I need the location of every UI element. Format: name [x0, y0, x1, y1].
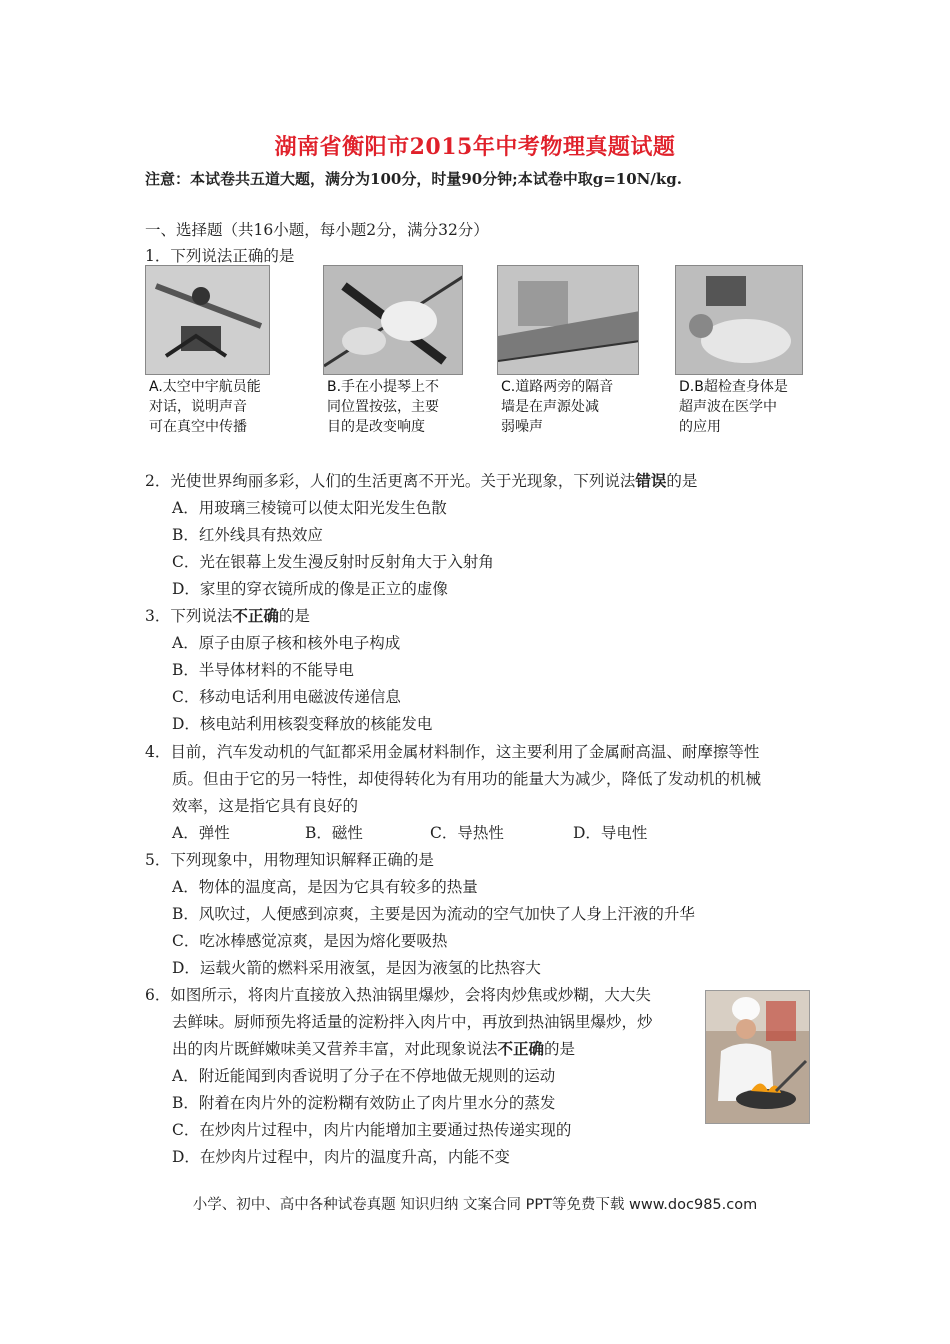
q2-option-a: A．用玻璃三棱镜可以使太阳光发生色散	[172, 499, 447, 517]
q2-option-c: C．光在银幕上发生漫反射时反射角大于入射角	[172, 553, 494, 571]
violin-photo	[323, 265, 463, 375]
page-title: 湖南省衡阳市2015年中考物理真题试题	[274, 134, 676, 160]
q5-option-d: D．运载火箭的燃料采用液氢，是因为液氢的比热容大	[172, 959, 541, 977]
q5-stem: 5．下列现象中，用物理知识解释正确的是	[145, 851, 434, 869]
q3-option-d: D．核电站利用核裂变释放的核能发电	[172, 715, 433, 733]
q4-line-3: 效率，这是指它具有良好的	[172, 797, 359, 815]
chef-photo	[705, 990, 810, 1124]
q4-line-1: 4．目前，汽车发动机的气缸都采用金属材料制作，这主要利用了金属耐高温、耐摩擦等性	[145, 743, 760, 761]
section-heading: 一、选择题（共16小题，每小题2分，满分32分）	[145, 221, 489, 239]
q2-option-b: B．红外线具有热效应	[172, 526, 323, 544]
q5-option-a: A．物体的温度高，是因为它具有较多的热量	[172, 878, 478, 896]
q6-line-1: 6．如图所示，将肉片直接放入热油锅里爆炒，会将肉炒焦或炒糊，大大失	[145, 986, 651, 1004]
q1-figure-strip	[145, 265, 803, 440]
q4-option-a: A．弹性	[172, 824, 230, 842]
q6-line-2: 去鲜味。厨师预先将适量的淀粉拌入肉片中，再放到热油锅里爆炒，炒	[172, 1013, 653, 1031]
q1-panel-c	[497, 265, 639, 440]
q5-option-c: C．吃冰棒感觉凉爽，是因为熔化要吸热	[172, 932, 448, 950]
q2-option-d: D．家里的穿衣镜所成的像是正立的虚像	[172, 580, 448, 598]
ultrasound-photo	[675, 265, 803, 375]
astronaut-photo	[145, 265, 270, 375]
q1-panel-b	[323, 265, 463, 440]
q6-option-c: C．在炒肉片过程中，肉片内能增加主要通过热传递实现的	[172, 1121, 572, 1139]
q3-stem: 3．下列说法不正确的是	[145, 606, 310, 625]
q1-panel-d	[675, 265, 803, 440]
q2-stem: 2．光使世界绚丽多彩，人们的生活更离不开光。关于光现象，下列说法错误的是	[145, 471, 698, 490]
q1-caption-d: D.B超检查身体是 超声波在医学中 的应用	[679, 379, 788, 435]
q1-panel-a	[145, 265, 270, 440]
q1-caption-c: C.道路两旁的隔音 墙是在声源处减 弱噪声	[501, 379, 614, 435]
q6-line-3: 出的肉片既鲜嫩味美又营养丰富，对此现象说法不正确的是	[172, 1039, 576, 1058]
exam-note: 注意：本试卷共五道大题，满分为100分，时量90分钟;本试卷中取g=10N/kg.	[145, 170, 682, 188]
q4-option-b: B．磁性	[305, 824, 363, 842]
q1-stem: 1．下列说法正确的是	[145, 247, 295, 265]
q4-line-2: 质。但由于它的另一特性，却使得转化为有用功的能量大为减少，降低了发动机的机械	[172, 770, 762, 788]
page-footer: 小学、初中、高中各种试卷真题 知识归纳 文案合同 PPT等免费下载 www.doc985.com	[192, 1197, 758, 1213]
q5-option-b: B．风吹过，人便感到凉爽，主要是因为流动的空气加快了人身上汗液的升华	[172, 905, 695, 923]
q6-option-a: A．附近能闻到肉香说明了分子在不停地做无规则的运动	[172, 1067, 556, 1085]
q6-option-d: D．在炒肉片过程中，肉片的温度升高，内能不变	[172, 1148, 510, 1166]
q4-option-c: C．导热性	[430, 824, 504, 842]
q3-option-c: C．移动电话利用电磁波传递信息	[172, 688, 401, 706]
q6-option-b: B．附着在肉片外的淀粉糊有效防止了肉片里水分的蒸发	[172, 1094, 556, 1112]
q1-caption-a: A.太空中宇航员能 对话，说明声音 可在真空中传播	[149, 379, 261, 435]
q4-option-d: D．导电性	[573, 824, 648, 842]
sound-barrier-photo	[497, 265, 639, 375]
q3-option-b: B．半导体材料的不能导电	[172, 661, 354, 679]
q3-option-a: A．原子由原子核和核外电子构成	[172, 634, 401, 652]
q1-caption-b: B.手在小提琴上不 同位置按弦，主要 目的是改变响度	[327, 379, 440, 435]
